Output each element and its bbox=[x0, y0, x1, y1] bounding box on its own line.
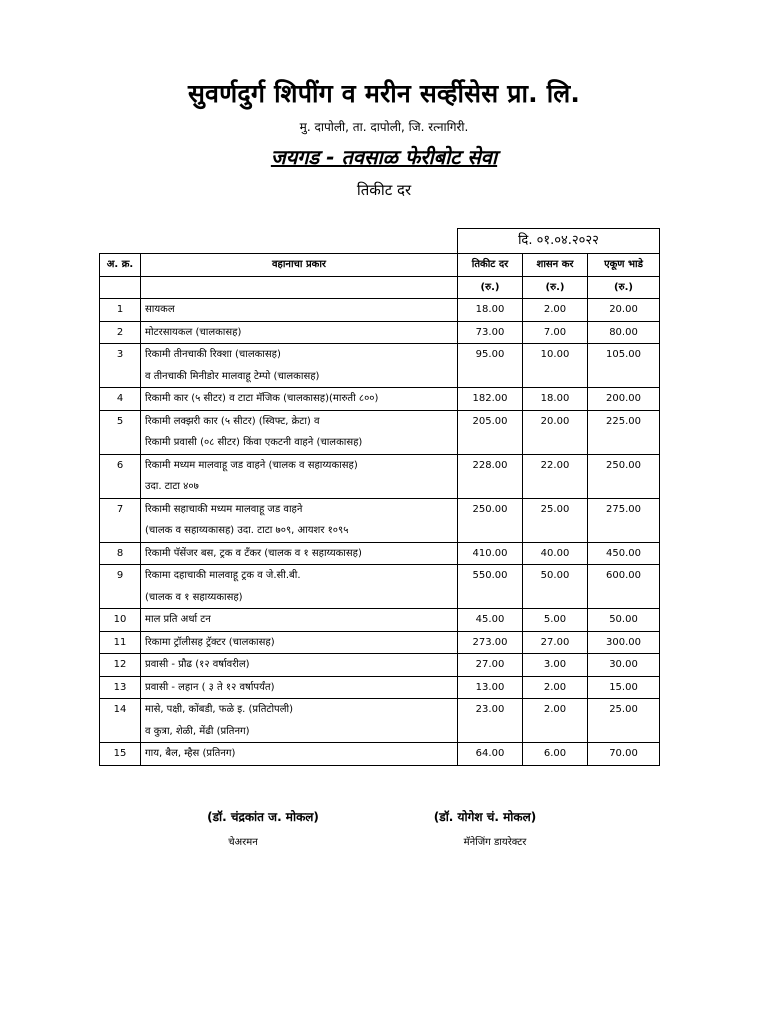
row-vehicle-type bbox=[141, 676, 458, 699]
row-tax: 3.00 bbox=[523, 654, 588, 677]
row-total: 225.00 bbox=[588, 410, 660, 454]
table-row bbox=[100, 609, 660, 632]
row-vehicle-type bbox=[141, 454, 458, 498]
fare-table bbox=[99, 228, 660, 766]
row-sr: 7 bbox=[100, 498, 141, 542]
row-sr: 6 bbox=[100, 454, 141, 498]
vehicle-type-line: मोटरसायकल (चालकासह) bbox=[145, 326, 242, 338]
vehicle-type-line: रिकामी लक्झरी कार (५ सीटर) (स्विफ्ट, क्रेटा) व bbox=[145, 415, 320, 427]
row-tax: 10.00 bbox=[523, 344, 588, 388]
row-vehicle-type bbox=[141, 654, 458, 677]
row-vehicle-type bbox=[141, 410, 458, 454]
vehicle-type-line: उदा. टाटा ४०७ bbox=[145, 481, 199, 492]
row-vehicle-type bbox=[141, 609, 458, 632]
vehicle-type-line: रिकामी मध्यम मालवाहू जड वाहने (चालक व सहाय्यकासह) bbox=[145, 459, 358, 471]
row-total: 300.00 bbox=[588, 631, 660, 654]
row-total: 30.00 bbox=[588, 654, 660, 677]
row-sr: 10 bbox=[100, 609, 141, 632]
row-vehicle-type bbox=[141, 498, 458, 542]
row-vehicle-type bbox=[141, 299, 458, 322]
row-tax: 6.00 bbox=[523, 743, 588, 766]
chairman-name: (डॉ. चंद्रकांत ज. मोकल) bbox=[207, 810, 319, 824]
table-row bbox=[100, 321, 660, 344]
row-total: 275.00 bbox=[588, 498, 660, 542]
page-subtitle: तिकीट दर bbox=[356, 181, 412, 199]
row-vehicle-type bbox=[141, 321, 458, 344]
vehicle-type-line: व तीनचाकी मिनीडोर मालवाहू टेम्पो (चालकासह) bbox=[145, 370, 320, 382]
row-fare: 250.00 bbox=[458, 498, 523, 542]
row-vehicle-type bbox=[141, 565, 458, 609]
row-vehicle-type bbox=[141, 388, 458, 411]
vehicle-type-line: रिकामा दहाचाकी मालवाहू ट्रक व जे.सी.बी. bbox=[145, 570, 301, 581]
row-total: 70.00 bbox=[588, 743, 660, 766]
row-total: 450.00 bbox=[588, 542, 660, 565]
row-total: 600.00 bbox=[588, 565, 660, 609]
table-row bbox=[100, 565, 660, 609]
table-row bbox=[100, 542, 660, 565]
row-fare: 410.00 bbox=[458, 542, 523, 565]
row-tax: 40.00 bbox=[523, 542, 588, 565]
row-tax: 50.00 bbox=[523, 565, 588, 609]
effective-date: दि. ०१.०४.२०२२ bbox=[458, 229, 660, 254]
vehicle-type-line: रिकामी कार (५ सीटर) व टाटा मॅजिक (चालकासह)(मारुती ८००) bbox=[145, 393, 379, 404]
row-sr: 4 bbox=[100, 388, 141, 411]
header-tax: शासन कर bbox=[523, 254, 588, 277]
vehicle-type-line: मासे, पक्षी, कोंबडी, फळे इ. (प्रतिटोपली) bbox=[145, 704, 293, 715]
row-fare: 205.00 bbox=[458, 410, 523, 454]
table-row bbox=[100, 454, 660, 498]
row-total: 105.00 bbox=[588, 344, 660, 388]
row-sr: 2 bbox=[100, 321, 141, 344]
vehicle-type-line: गाय, बैल, म्हैस (प्रतिनग) bbox=[145, 748, 236, 759]
table-row bbox=[100, 498, 660, 542]
row-sr: 13 bbox=[100, 676, 141, 699]
row-sr: 1 bbox=[100, 299, 141, 322]
vehicle-type-line: (चालक व सहाय्यकासह) उदा. टाटा ७०९, आयशर १०९५ bbox=[145, 525, 349, 536]
row-fare: 273.00 bbox=[458, 631, 523, 654]
row-fare: 13.00 bbox=[458, 676, 523, 699]
vehicle-type-line: रिकामा ट्रॉलीसह ट्रॅक्टर (चालकासह) bbox=[145, 636, 275, 648]
row-vehicle-type bbox=[141, 699, 458, 743]
vehicle-type-line: रिकामी तीनचाकी रिक्शा (चालकासह) bbox=[145, 349, 281, 360]
row-total: 250.00 bbox=[588, 454, 660, 498]
row-fare: 550.00 bbox=[458, 565, 523, 609]
company-address: मु. दापोली, ता. दापोली, जि. रत्नागिरी. bbox=[299, 120, 469, 134]
row-sr: 14 bbox=[100, 699, 141, 743]
table-row bbox=[100, 743, 660, 766]
table-row bbox=[100, 344, 660, 388]
header-type: वहानाचा प्रकार bbox=[141, 254, 458, 277]
header-fare: तिकीट दर bbox=[458, 254, 523, 277]
company-title: सुवर्णदुर्ग शिपींग व मरीन सर्व्हीसेस प्रा. लि. bbox=[187, 79, 581, 108]
unit-total: (रु.) bbox=[588, 276, 660, 299]
vehicle-type-line: व कुत्रा, शेळी, मेंढी (प्रतिनग) bbox=[145, 725, 250, 737]
row-total: 200.00 bbox=[588, 388, 660, 411]
vehicle-type-line: माल प्रति अर्धा टन bbox=[145, 614, 211, 625]
row-tax: 22.00 bbox=[523, 454, 588, 498]
row-vehicle-type bbox=[141, 631, 458, 654]
row-total: 20.00 bbox=[588, 299, 660, 322]
row-fare: 95.00 bbox=[458, 344, 523, 388]
table-row bbox=[100, 299, 660, 322]
table-row bbox=[100, 699, 660, 743]
row-tax: 7.00 bbox=[523, 321, 588, 344]
row-fare: 27.00 bbox=[458, 654, 523, 677]
vehicle-type-line: रिकामी पॅसेंजर बस, ट्रक व टॅंकर (चालक व १ सहाय्यकासह) bbox=[145, 547, 362, 559]
row-tax: 2.00 bbox=[523, 699, 588, 743]
row-vehicle-type bbox=[141, 344, 458, 388]
row-fare: 228.00 bbox=[458, 454, 523, 498]
vehicle-type-line: रिकामी सहाचाकी मध्यम मालवाहू जड वाहने bbox=[145, 503, 303, 515]
row-tax: 18.00 bbox=[523, 388, 588, 411]
vehicle-type-line: सायकल bbox=[145, 304, 175, 315]
row-sr: 12 bbox=[100, 654, 141, 677]
row-total: 50.00 bbox=[588, 609, 660, 632]
chairman-title: चेअरमन bbox=[228, 837, 258, 848]
vehicle-type-line: रिकामी प्रवासी (०८ सीटर) किंवा एकटनी वाहने (चालकासह) bbox=[145, 437, 363, 448]
table-row bbox=[100, 388, 660, 411]
row-sr: 11 bbox=[100, 631, 141, 654]
table-row bbox=[100, 631, 660, 654]
table-row bbox=[100, 410, 660, 454]
header-sr: अ. क्र. bbox=[100, 254, 141, 277]
row-sr: 3 bbox=[100, 344, 141, 388]
row-fare: 23.00 bbox=[458, 699, 523, 743]
vehicle-type-line: (चालक व १ सहाय्यकासह) bbox=[145, 591, 243, 603]
row-vehicle-type bbox=[141, 542, 458, 565]
vehicle-type-line: प्रवासी - प्रौढ (१२ वर्षावरील) bbox=[145, 659, 250, 670]
row-fare: 64.00 bbox=[458, 743, 523, 766]
row-tax: 5.00 bbox=[523, 609, 588, 632]
row-fare: 45.00 bbox=[458, 609, 523, 632]
director-name: (डॉ. योगेश चं. मोकल) bbox=[433, 810, 537, 824]
table-row bbox=[100, 676, 660, 699]
row-fare: 182.00 bbox=[458, 388, 523, 411]
row-tax: 25.00 bbox=[523, 498, 588, 542]
unit-tax: (रु.) bbox=[523, 276, 588, 299]
table-row bbox=[100, 654, 660, 677]
row-sr: 15 bbox=[100, 743, 141, 766]
row-total: 80.00 bbox=[588, 321, 660, 344]
row-fare: 18.00 bbox=[458, 299, 523, 322]
service-title: जयगड - तवसाळ फेरीबोट सेवा bbox=[270, 145, 498, 169]
row-sr: 9 bbox=[100, 565, 141, 609]
row-fare: 73.00 bbox=[458, 321, 523, 344]
row-tax: 2.00 bbox=[523, 299, 588, 322]
vehicle-type-line: प्रवासी - लहान ( ३ ते १२ वर्षापर्यंत) bbox=[145, 681, 275, 693]
row-tax: 27.00 bbox=[523, 631, 588, 654]
row-tax: 2.00 bbox=[523, 676, 588, 699]
row-total: 15.00 bbox=[588, 676, 660, 699]
unit-fare: (रु.) bbox=[458, 276, 523, 299]
row-sr: 8 bbox=[100, 542, 141, 565]
director-title: मॅनेजिंग डायरेक्टर bbox=[463, 837, 527, 848]
row-sr: 5 bbox=[100, 410, 141, 454]
row-vehicle-type bbox=[141, 743, 458, 766]
header-total: एकूण भाडे bbox=[588, 254, 660, 277]
row-tax: 20.00 bbox=[523, 410, 588, 454]
row-total: 25.00 bbox=[588, 699, 660, 743]
